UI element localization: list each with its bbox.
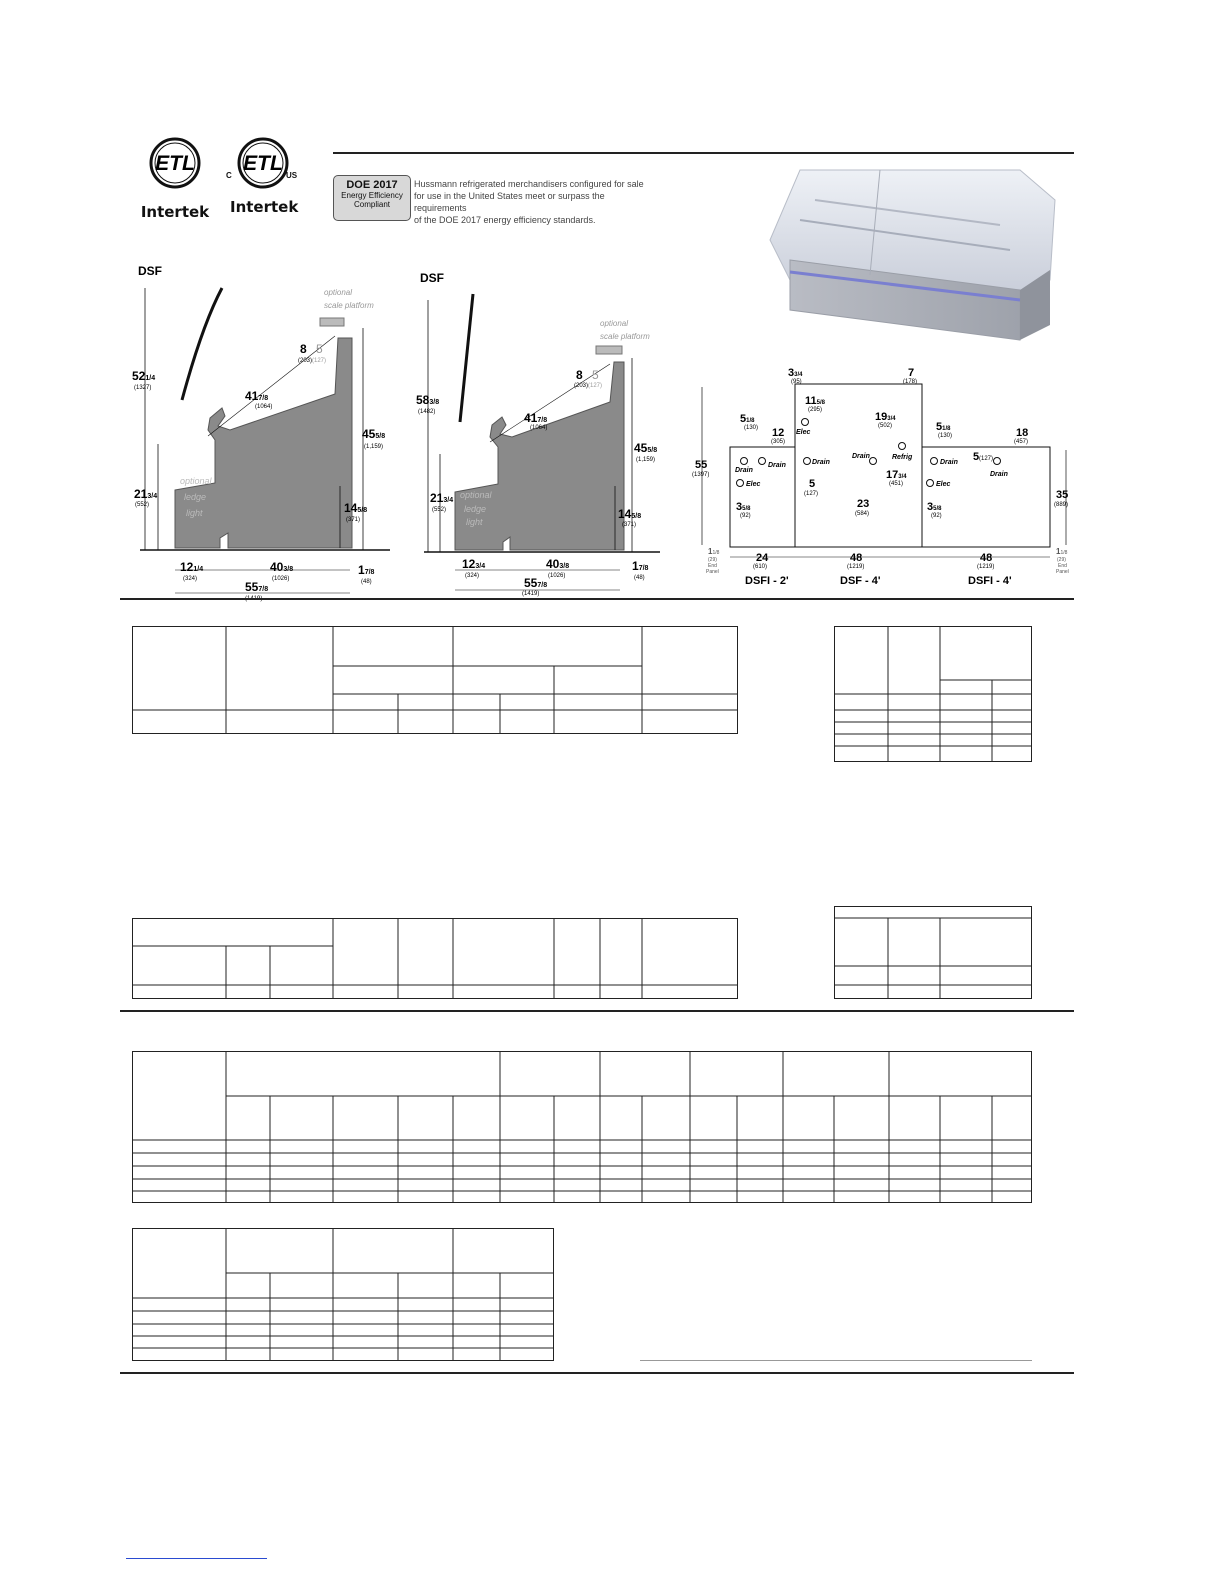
svg-text:light: light bbox=[186, 508, 203, 518]
svg-text:(29): (29) bbox=[1057, 557, 1066, 563]
svg-text:23: 23 bbox=[857, 498, 870, 510]
svg-text:(552): (552) bbox=[432, 507, 447, 513]
svg-text:Elec: Elec bbox=[796, 429, 811, 436]
svg-text:51/8: 51/8 bbox=[936, 421, 951, 433]
svg-text:12: 12 bbox=[772, 427, 785, 439]
svg-text:24: 24 bbox=[756, 552, 769, 564]
svg-text:35: 35 bbox=[1056, 489, 1069, 501]
svg-text:51/8: 51/8 bbox=[740, 413, 755, 425]
case-profile-drawing-1 bbox=[120, 258, 410, 608]
svg-text:403/8: 403/8 bbox=[546, 557, 570, 571]
svg-text:Drain: Drain bbox=[940, 459, 958, 466]
signature-line bbox=[640, 1360, 1032, 1361]
svg-text:(203): (203) bbox=[298, 358, 313, 364]
svg-text:optional: optional bbox=[460, 490, 492, 500]
svg-text:7: 7 bbox=[908, 367, 915, 379]
svg-text:DSFI - 4': DSFI - 4' bbox=[968, 575, 1012, 587]
section-rule-2 bbox=[120, 1010, 1074, 1012]
svg-text:(371): (371) bbox=[346, 517, 361, 523]
svg-text:(502): (502) bbox=[878, 423, 893, 429]
svg-text:5: 5 bbox=[316, 342, 323, 356]
svg-text:18: 18 bbox=[1016, 427, 1029, 439]
svg-text:optional: optional bbox=[324, 288, 353, 297]
svg-text:8: 8 bbox=[300, 342, 307, 356]
svg-text:Refrig: Refrig bbox=[892, 454, 913, 461]
svg-text:(130): (130) bbox=[938, 433, 953, 439]
svg-text:(92): (92) bbox=[740, 513, 751, 519]
doe-statement-line: of the DOE 2017 energy efficiency standards. bbox=[414, 215, 596, 225]
doe-statement-line: Hussmann refrigerated merchandisers configured for sale bbox=[414, 179, 644, 189]
svg-text:optional: optional bbox=[180, 476, 212, 486]
svg-text:End: End bbox=[708, 563, 717, 569]
svg-text:(1026): (1026) bbox=[272, 576, 290, 582]
svg-text:Drain: Drain bbox=[768, 462, 786, 469]
case-rendering-image bbox=[760, 160, 1060, 350]
svg-text:(1,159): (1,159) bbox=[636, 457, 656, 463]
svg-text:(1219): (1219) bbox=[847, 564, 865, 570]
profile-model-label: DSF bbox=[138, 264, 162, 278]
doe-badge-sub1: Energy Efficiency bbox=[341, 191, 403, 200]
svg-text:455/8: 455/8 bbox=[362, 427, 386, 441]
svg-text:(1219): (1219) bbox=[977, 564, 995, 570]
svg-text:Drain: Drain bbox=[735, 467, 753, 474]
spec-table-4 bbox=[834, 906, 1034, 1000]
svg-text:(95): (95) bbox=[791, 379, 802, 385]
svg-text:Elec: Elec bbox=[936, 481, 951, 488]
etl-mark-icon bbox=[140, 136, 210, 196]
svg-text:403/8: 403/8 bbox=[270, 560, 294, 574]
svg-text:DSFI - 2': DSFI - 2' bbox=[745, 575, 789, 587]
etl-mark-icon bbox=[228, 136, 298, 196]
svg-text:213/4: 213/4 bbox=[134, 487, 158, 501]
doe-statement bbox=[414, 178, 644, 226]
svg-text:Drain: Drain bbox=[852, 453, 870, 460]
doe-badge-sub2: Compliant bbox=[353, 200, 390, 209]
case-profile-drawing-2 bbox=[410, 262, 690, 602]
svg-text:121/4: 121/4 bbox=[180, 560, 204, 574]
svg-text:(324): (324) bbox=[465, 573, 480, 579]
spec-table-5 bbox=[132, 1051, 1034, 1205]
section-rule-3 bbox=[120, 1372, 1074, 1374]
svg-text:(889): (889) bbox=[1054, 502, 1069, 508]
svg-text:Elec: Elec bbox=[746, 481, 761, 488]
svg-text:light: light bbox=[466, 517, 483, 527]
svg-text:5: 5 bbox=[592, 368, 599, 382]
svg-text:(127): (127) bbox=[804, 491, 819, 497]
svg-text:(127): (127) bbox=[979, 456, 994, 462]
svg-text:(1026): (1026) bbox=[548, 573, 566, 579]
svg-text:(48): (48) bbox=[361, 579, 372, 585]
svg-text:(451): (451) bbox=[889, 481, 904, 487]
svg-text:(1482): (1482) bbox=[418, 409, 436, 415]
svg-text:521/4: 521/4 bbox=[132, 369, 156, 383]
svg-text:557/8: 557/8 bbox=[245, 580, 269, 594]
header-rule bbox=[333, 152, 1074, 154]
svg-text:557/8: 557/8 bbox=[524, 576, 548, 590]
svg-text:Panel: Panel bbox=[706, 569, 719, 575]
svg-text:(48): (48) bbox=[634, 575, 645, 581]
intertek-label-left: Intertek bbox=[140, 203, 210, 221]
footer-link[interactable] bbox=[126, 1556, 267, 1559]
doe-badge bbox=[333, 175, 411, 221]
svg-text:583/8: 583/8 bbox=[416, 393, 440, 407]
spec-table-3 bbox=[132, 918, 740, 1000]
svg-text:ETL: ETL bbox=[243, 152, 283, 175]
front-glass bbox=[182, 288, 222, 400]
svg-text:(1327): (1327) bbox=[134, 385, 152, 391]
intertek-label-right: Intertek bbox=[230, 198, 299, 216]
svg-text:417/8: 417/8 bbox=[524, 411, 548, 425]
doe-statement-line: for use in the United States meet or surpass the requirements bbox=[414, 191, 605, 213]
svg-text:48: 48 bbox=[980, 552, 993, 564]
svg-text:5: 5 bbox=[973, 451, 980, 463]
svg-text:ledge: ledge bbox=[184, 492, 207, 502]
svg-text:(610): (610) bbox=[753, 564, 768, 570]
svg-text:17/8: 17/8 bbox=[358, 563, 375, 577]
svg-text:(295): (295) bbox=[808, 407, 823, 413]
svg-text:(457): (457) bbox=[1014, 439, 1029, 445]
svg-text:Drain: Drain bbox=[990, 471, 1008, 478]
svg-text:115/8: 115/8 bbox=[805, 395, 825, 407]
svg-text:145/8: 145/8 bbox=[618, 507, 642, 521]
svg-text:scale platform: scale platform bbox=[600, 332, 650, 341]
spec-table-2 bbox=[834, 626, 1034, 764]
svg-text:(127): (127) bbox=[312, 358, 327, 364]
etl-logo-right bbox=[222, 136, 302, 216]
svg-text:optional: optional bbox=[600, 319, 629, 328]
svg-text:8: 8 bbox=[576, 368, 583, 382]
svg-text:(1,159): (1,159) bbox=[364, 444, 384, 450]
svg-text:(552): (552) bbox=[135, 502, 150, 508]
svg-text:48: 48 bbox=[850, 552, 863, 564]
svg-text:(203): (203) bbox=[574, 383, 589, 389]
svg-text:55: 55 bbox=[695, 459, 708, 471]
svg-text:35/8: 35/8 bbox=[927, 501, 942, 513]
svg-text:Panel: Panel bbox=[1056, 569, 1069, 575]
svg-text:(127): (127) bbox=[588, 383, 603, 389]
svg-text:End: End bbox=[1058, 563, 1067, 569]
svg-text:145/8: 145/8 bbox=[344, 501, 368, 515]
svg-text:(29): (29) bbox=[708, 557, 717, 563]
etl-logo-left bbox=[140, 136, 210, 221]
svg-text:(1064): (1064) bbox=[530, 425, 548, 431]
svg-text:455/8: 455/8 bbox=[634, 441, 658, 455]
svg-text:35/8: 35/8 bbox=[736, 501, 751, 513]
plan-view-drawing bbox=[690, 362, 1080, 594]
svg-text:Drain: Drain bbox=[812, 459, 830, 466]
svg-text:5: 5 bbox=[809, 478, 816, 490]
svg-text:193/4: 193/4 bbox=[875, 411, 896, 423]
etl-us-mark: US bbox=[286, 171, 298, 180]
svg-text:17/8: 17/8 bbox=[632, 559, 649, 573]
svg-text:(92): (92) bbox=[931, 513, 942, 519]
svg-text:(305): (305) bbox=[771, 439, 786, 445]
svg-text:417/8: 417/8 bbox=[245, 389, 269, 403]
svg-text:123/4: 123/4 bbox=[462, 557, 486, 571]
svg-text:(324): (324) bbox=[183, 576, 198, 582]
svg-text:(1064): (1064) bbox=[255, 404, 273, 410]
svg-text:(130): (130) bbox=[744, 425, 759, 431]
svg-text:(178): (178) bbox=[903, 379, 918, 385]
profile-model-label: DSF bbox=[420, 271, 444, 285]
svg-text:11/8: 11/8 bbox=[708, 547, 720, 556]
svg-text:(584): (584) bbox=[855, 511, 870, 517]
spec-table-1 bbox=[132, 626, 740, 736]
svg-text:213/4: 213/4 bbox=[430, 491, 454, 505]
spec-table-6 bbox=[132, 1228, 556, 1363]
svg-text:(1419): (1419) bbox=[522, 591, 540, 597]
svg-text:ETL: ETL bbox=[155, 152, 195, 175]
svg-text:ledge: ledge bbox=[464, 504, 487, 514]
etl-c-mark: C bbox=[226, 171, 232, 180]
svg-text:scale platform: scale platform bbox=[324, 301, 374, 310]
svg-text:DSF - 4': DSF - 4' bbox=[840, 575, 881, 587]
svg-text:11/8: 11/8 bbox=[1056, 547, 1068, 556]
doe-badge-title: DOE 2017 bbox=[346, 179, 398, 191]
svg-text:(1397): (1397) bbox=[692, 472, 710, 478]
section-rule-1 bbox=[120, 598, 1074, 600]
svg-text:(371): (371) bbox=[622, 522, 637, 528]
svg-text:173/4: 173/4 bbox=[886, 469, 907, 481]
svg-text:33/4: 33/4 bbox=[788, 367, 803, 379]
